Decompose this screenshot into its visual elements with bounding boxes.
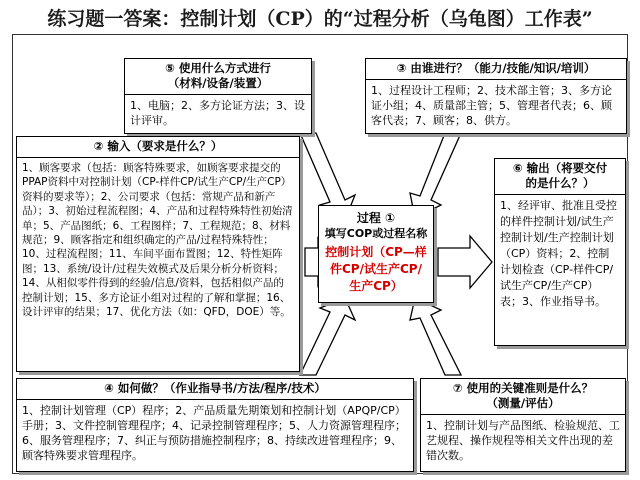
criteria-body: 1、控制计划与产品图纸、检验规范、工艺规程、操作规程等相关文件出现的差错次数。: [426, 419, 620, 462]
input-box: [16, 136, 300, 372]
equipment-header-line2: （材料/设备/装置）: [167, 76, 269, 90]
criteria-header-line2: （测量/评估）: [486, 396, 560, 410]
process-subheader: 填写COP或过程名称: [324, 227, 428, 240]
equipment-header: [125, 59, 311, 95]
input-body: 1、顾客要求（包括：顾客特殊要求，如顾客要求提交的PPAP资料中对控制计划（CP-样件CP/试生产CP/生产CP）资料的要求等）；2、公司要求（包括：常规产品和新产品）；3、初始过程流程图；4、产品和过程特殊特性初始清单；5、产品图纸；6、工程图样；7、工程规范；8、材料规范；9、顾客指定和组织确定的产品/过程特殊特性；10、过程流程图；11、车间平面布置图；12、特性矩阵图；13、系统/设计/过程失效模式及后果分析分析资料；14、从相似零件得到的经验/信息/资料，包括相似产品的控制计划；15、多方论证小组对过程的了解和掌握；16、设计评审的结果；17、优化方法（如：QFD，DOE）等。: [22, 162, 293, 319]
how-body: 1、控制计划管理（CP）程序；2、产品质量先期策划和控制计划（APQP/CP）手册；3、文件控制管理程序；4、记录控制管理程序；5、人力资源管理程序；6、服务管理程序；7、纠正与预防措施控制程序；8、持续改进管理程序；9、顾客特殊要求管理程序。: [22, 404, 406, 462]
how-header: ④ 如何做？（作业指导书/方法/程序/技术）: [17, 379, 413, 400]
equipment-box: [124, 58, 312, 134]
output-body: 1、经评审、批准且受控的样件控制计划/试生产控制计划/生产控制计划（CP）资料；2、控制计划检查（CP-样件CP/试生产CP/生产CP）表；3、作业指导书。: [500, 199, 617, 308]
output-header: [495, 159, 625, 195]
criteria-header: [421, 379, 625, 415]
equipment-header-line1: ⑤ 使用什么方式进行: [165, 61, 271, 75]
how-box: [16, 378, 414, 472]
process-header: 过程 ①: [356, 211, 396, 225]
arrow-how-to-process: [300, 298, 355, 375]
page-title: 练习题一答案：控制计划（CP）的“过程分析（乌龟图）工作表”: [47, 8, 593, 30]
arrow-criteria-to-process: [410, 298, 461, 375]
who-body: 1、过程设计工程师；2、技术部主管；3、多方论证小组；4、质量部主管；5、管理者代表；6、顾客代表；7、顾客；8、供方。: [371, 84, 612, 127]
output-box: [494, 158, 626, 346]
output-header-line1: ⑥ 输出（将要交付: [512, 161, 608, 175]
process-content: 控制计划（CP—样件CP/试生产CP/生产CP）: [325, 245, 427, 293]
equipment-body: 1、电脑；2、多方论证方法；3、设计评审。: [130, 99, 305, 127]
criteria-box: [420, 378, 626, 472]
output-header-line2: 的是什么？）: [525, 176, 595, 190]
criteria-header-line1: ⑦ 使用的关键准则是什么？: [452, 381, 594, 395]
input-header: ② 输入（要求是什么？）: [17, 137, 299, 158]
who-header: ③ 由谁进行？（能力/技能/知识/培训）: [366, 59, 626, 80]
process-box: [318, 205, 434, 303]
who-box: [365, 58, 627, 134]
arrow-process-to-output: [438, 236, 492, 288]
